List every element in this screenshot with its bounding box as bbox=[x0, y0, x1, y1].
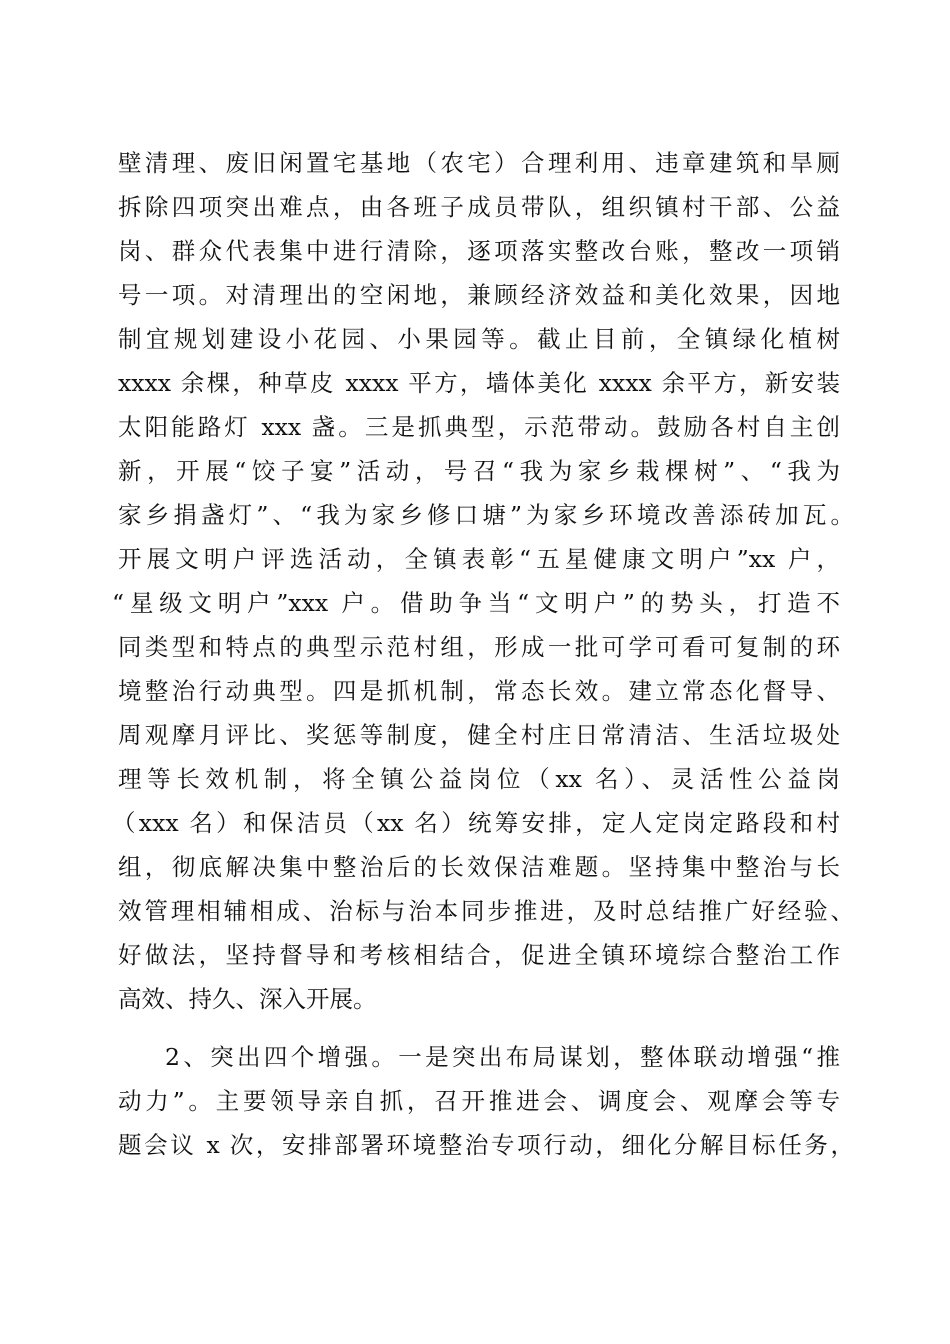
text-line: 太阳能路灯 xxx 盏。三是抓典型，示范带动。鼓励各村自主创 bbox=[118, 413, 840, 441]
text-line: 境整治行动典型。四是抓机制，常态长效。建立常态化督导、 bbox=[118, 677, 840, 705]
text-line: 理等长效机制，将全镇公益岗位（xx 名）、灵活性公益岗 bbox=[118, 765, 840, 793]
text-line: 新，开展“饺子宴”活动，号召“我为家乡栽棵树”、“我为 bbox=[118, 457, 840, 485]
text-line: 组，彻底解决集中整治后的长效保洁难题。坚持集中整治与长 bbox=[118, 853, 840, 881]
text-line: 制宜规划建设小花园、小果园等。截止目前，全镇绿化植树 bbox=[118, 325, 840, 353]
text-line: 高效、持久、深入开展。 bbox=[118, 985, 377, 1013]
text-line: xxxx 余棵，种草皮 xxxx 平方，墙体美化 xxxx 余平方，新安装 bbox=[118, 369, 840, 397]
text-line: 动力”。主要领导亲自抓，召开推进会、调度会、观摩会等专 bbox=[118, 1087, 840, 1115]
text-line: 壁清理、废旧闲置宅基地（农宅）合理利用、违章建筑和旱厕 bbox=[118, 149, 840, 177]
text-line: 好做法，坚持督导和考核相结合，促进全镇环境综合整治工作 bbox=[118, 941, 840, 969]
text-line: 拆除四项突出难点，由各班子成员带队，组织镇村干部、公益 bbox=[118, 193, 840, 221]
text-line: 家乡捐盏灯”、“我为家乡修口塘”为家乡环境改善添砖加瓦。 bbox=[118, 501, 854, 529]
text-line: 开展文明户评选活动，全镇表彰“五星健康文明户”xx 户， bbox=[118, 545, 840, 573]
text-line: 题会议 x 次，安排部署环境整治专项行动，细化分解目标任务， bbox=[118, 1131, 854, 1159]
text-line: 同类型和特点的典型示范村组，形成一批可学可看可复制的环 bbox=[118, 633, 840, 661]
text-line: 2、突出四个增强。一是突出布局谋划，整体联动增强“推 bbox=[165, 1043, 840, 1071]
text-line: 效管理相辅相成、治标与治本同步推进，及时总结推广好经验、 bbox=[118, 897, 854, 925]
text-line: 号一项。对清理出的空闲地，兼顾经济效益和美化效果，因地 bbox=[118, 281, 840, 309]
text-line: 周观摩月评比、奖惩等制度，健全村庄日常清洁、生活垃圾处 bbox=[118, 721, 840, 749]
text-line: 岗、群众代表集中进行清除，逐项落实整改台账，整改一项销 bbox=[118, 237, 840, 265]
text-line: “星级文明户”xxx 户。借助争当“文明户”的势头，打造不 bbox=[112, 589, 840, 617]
text-line: （xxx 名）和保洁员（xx 名）统筹安排，定人定岗定路段和村 bbox=[112, 809, 840, 837]
